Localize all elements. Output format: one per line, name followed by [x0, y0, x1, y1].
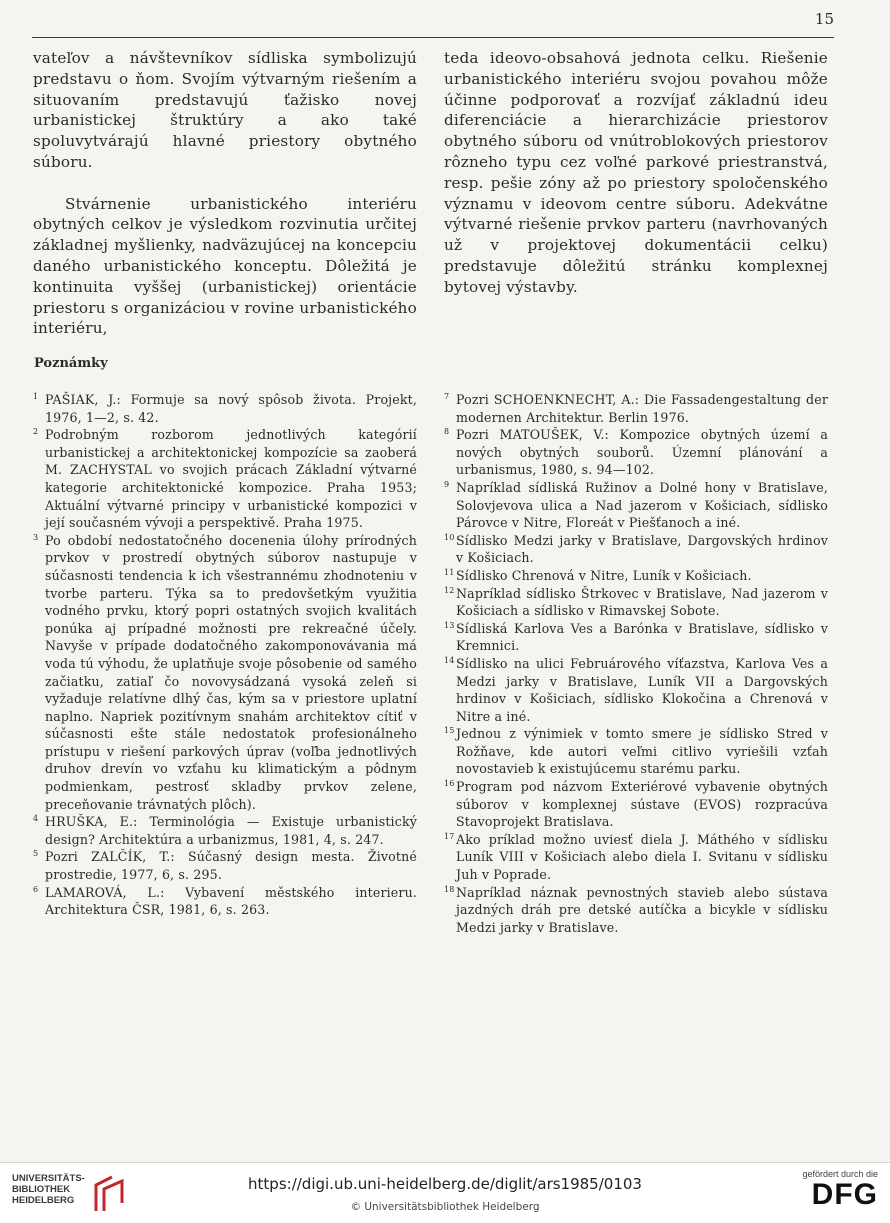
page-number: 15 [814, 10, 834, 28]
footnote [444, 585, 828, 620]
footnote-text: Sídlisko Medzi jarky v Bratislave, Dargovských hrdinov v Košiciach. [456, 532, 828, 566]
footnote-number: 9 [444, 479, 450, 489]
footnote-text: Sídlisko Chrenová v Nitre, Luník v Košiciach. [456, 567, 752, 583]
footnote-number: 13 [444, 620, 455, 630]
body-paragraph: vateľov a návštevníkov sídliska symbolizujú predstavu o ňom. Svojím výtvarným riešením a situovaním predstavujú ťažisko novej urbanistickej štruktúry a ako také spoluvytvárajú hlavné priestory obytného súboru. [33, 49, 417, 171]
footnote-number: 2 [33, 427, 39, 437]
notes-column-right [444, 391, 828, 936]
footnote-text: LAMAROVÁ, L.: Vybavení městského interieru. Architektura ČSR, 1981, 6, s. 263. [45, 884, 417, 918]
footnote-text: Napríklad sídlisko Štrkovec v Bratislave, Nad jazerom v Košiciach a sídlisko v Rimavskej Sobote. [456, 585, 828, 619]
body-column-left [33, 48, 417, 339]
footnote [444, 391, 828, 426]
notes-column-left [33, 391, 417, 919]
body-column-right [444, 48, 828, 298]
footnote-number: 10 [444, 532, 455, 542]
footnote [444, 532, 828, 567]
header-rule [32, 37, 834, 38]
footnote-text: HRUŠKA, E.: Terminológia — Existuje urbanistický design? Architektúra a urbanizmus, 1981, 4, s. 247. [45, 814, 417, 847]
footnote-number: 11 [444, 567, 455, 577]
footnote-number: 16 [444, 779, 455, 789]
viewer-footer [0, 1162, 890, 1223]
footnote-number: 14 [444, 655, 455, 665]
dfg-wordmark: DFG [811, 1178, 878, 1211]
footnote-number: 12 [444, 585, 455, 595]
body-paragraph: teda ideovo-obsahová jednota celku. Riešenie urbanistického interiéru svojou povahou môže účinne podporovať a rozvíjať základnú ideu diferenciácie a hierarchizácie priestorov obytného súboru od vnútroblokových priestorov rôzneho typu cez voľné parkové priestranstvá, resp. pešie zóny až po priestory spoločenského významu v ideovom centre súboru. Adekvátne výtvarné riešenie prvkov parteru (navrhovaných už v projektovej dokumentácii celku) predstavuje dôležitú stránku komplexnej bytovej výstavby. [444, 49, 828, 296]
footnote [444, 884, 828, 937]
footnote-number: 4 [33, 814, 39, 824]
footnote [444, 426, 828, 479]
footnote-text: Napríklad náznak pevnostných stavieb alebo sústava jazdných dráh pre detské autíčka a bicykle v sídlisku Medzi jarky v Bratislave. [456, 884, 828, 935]
footnote [444, 567, 828, 585]
footnote [444, 831, 828, 884]
footnote [444, 655, 828, 725]
library-name: UNIVERSITÄTS- BIBLIOTHEK HEIDELBERG [12, 1173, 85, 1206]
copyright-notice: © Universitätsbibliothek Heidelberg [350, 1201, 540, 1213]
footnote-text: Napríklad sídliská Ružinov a Dolné hony v Bratislave, Solovjevova ulica a Nad jazerom v Košiciach, sídlisko Párovce v Nitre, Floreát v Piešťanoch a iné. [456, 479, 828, 531]
footnote-text: Ako príklad možno uviesť diela J. Máthého v sídlisku Luník VIII v Košiciach alebo diela I. Svitanu v sídlisku Juh v Poprade. [456, 831, 828, 883]
funder-caption: gefördert durch die [802, 1169, 878, 1179]
footnote-number: 3 [33, 532, 39, 542]
footnote [33, 426, 417, 532]
footnote-number: 5 [33, 849, 39, 859]
footnote-text: Sídliská Karlova Ves a Barónka v Bratislave, sídlisko v Kremnici. [456, 620, 828, 654]
footnote-text: Sídlisko na ulici Februárového víťazstva, Karlova Ves a Medzi jarky v Bratislave, Luník VII a Dargovských hrdinov v Košiciach, sídlisko Klokočina a Chrenová v Nitre a iné. [456, 655, 828, 724]
dfg-logo[interactable] [768, 1169, 878, 1219]
footnote-text: Podrobným rozborom jednotlivých kategórií urbanistickej a architektonickej kompozície sa zaoberá M. ZACHYSTAL vo svojich prácach Základní výtvarné kategorie architektonické kompozice. Praha 1953; Aktuální výtvarné principy v urbanistické kompozici v její současném vývoji a perspektivě. Praha 1975. [45, 427, 417, 531]
footnote [444, 778, 828, 831]
footnote [33, 884, 417, 919]
footnote [444, 725, 828, 778]
footnote-number: 17 [444, 831, 455, 841]
footnote-number: 1 [33, 392, 39, 401]
footnote-number: 8 [444, 427, 450, 437]
footnote-text: Program pod názvom Exteriérové vybavenie obytných súborov v komplexnej sústave (EVOS) rozpracúva Stavoprojekt Bratislava. [456, 779, 828, 830]
footnote-text: PAŠIAK, J.: Formuje sa nový spôsob života. Projekt, 1976, 1—2, s. 42. [45, 392, 417, 425]
permalink-url[interactable]: https://digi.ub.uni-heidelberg.de/diglit/ars1985/0103 [248, 1175, 642, 1193]
footnote [444, 620, 828, 655]
footnote [33, 532, 417, 814]
footnote-text: Po období nedostatočného docenenia úlohy prírodných prvkov v prostredí obytných súborov nastupuje v súčasnosti tendencia k ich všestrannému zhodnoteniu v tvorbe parteru. Týka sa to predovšetkým využitia vodného prvku, ktorý popri ostatných svojich kvalitách ponúka aj prípadné možnosti pre rekreačné účely. Navyše v prípade dodatočného zakomponovávania má voda tú výhodu, že uplatňuje svoje pôsobenie od samého začiatku, zatiaľ čo novovysádzaná vysoká zeleň si vyžaduje relatívne dlhý čas, kým sa v priestore uplatní naplno. Napriek pozitívnym snahám architektov cítiť v súčasnosti ešte stále nedostatok profesionálneho prístupu v riešení parkových úprav (voľba jednotlivých druhov drevín vo vzťahu ku klimatickým a pôdnym podmienkam, pestrosť skladby prvkov zelene, preceňovanie trávnatých plôch). [45, 532, 417, 812]
footnote-text: Jednou z výnimiek v tomto smere je sídlisko Stred v Rožňave, kde autori veľmi citlivo vyriešili vzťah novostavieb k existujúcemu starému parku. [456, 726, 828, 777]
footnote-number: 15 [444, 726, 455, 736]
footnote-number: 7 [444, 392, 450, 401]
footnote-text: Pozri MATOUŠEK, V.: Kompozice obytných území a nových obytných souborů. Územní plánování a urbanismus, 1980, s. 94—102. [456, 427, 828, 478]
body-paragraph: Stvárnenie urbanistického interiéru obytných celkov je výsledkom rozvinutia určitej základnej myšlienky, nadväzujúcej na koncepciu daného urbanistického konceptu. Dôležitá je kontinuita vyššej (urbanistickej) orientácie priestoru s organizáciou v rovine urbanistického interiéru, [33, 194, 417, 338]
footnote-text: Pozri ZALČÍK, T.: Súčasný design mesta. Životné prostredie, 1977, 6, s. 295. [45, 849, 417, 883]
footnote-number: 18 [444, 884, 455, 894]
footnote-number: 6 [33, 884, 39, 894]
notes-heading: Poznámky [34, 356, 108, 371]
footnote [444, 479, 828, 532]
footnote [33, 391, 417, 426]
footnote [33, 813, 417, 848]
footnote [33, 848, 417, 883]
footnote-text: Pozri SCHOENKNECHT, A.: Die Fassadengestaltung der modernen Architektur. Berlin 1976. [456, 392, 828, 425]
